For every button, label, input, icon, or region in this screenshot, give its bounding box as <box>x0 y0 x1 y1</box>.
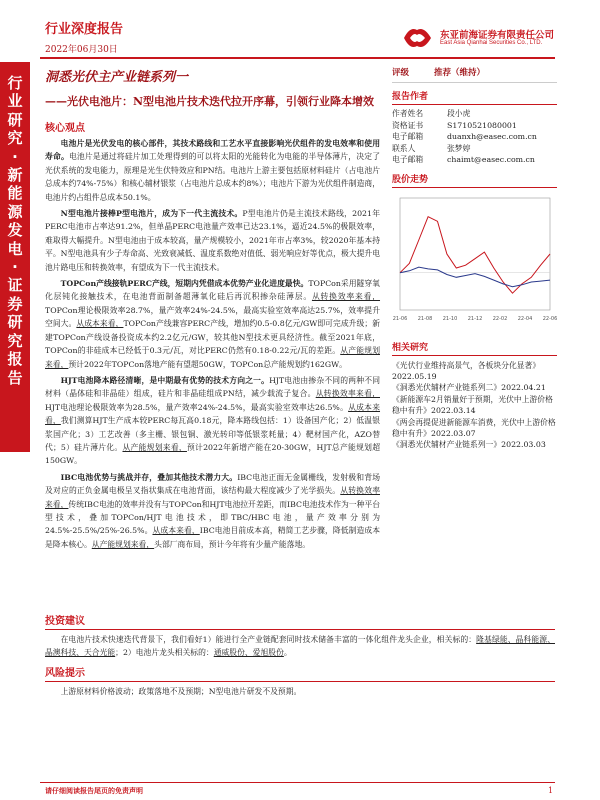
core-views-heading: 核心观点 <box>45 123 85 134</box>
footer-divider <box>40 782 555 783</box>
right-column <box>392 66 557 451</box>
company-logo-icon <box>400 24 435 52</box>
chart-x-tick: 21-10 <box>442 315 458 322</box>
author-value: S1710521080001 <box>447 120 517 130</box>
brand-name-cn: 东亚前海证券有限责任公司 <box>440 30 555 41</box>
stock-trend-heading: 股价走势 <box>392 172 557 188</box>
author-heading: 报告作者 <box>392 89 557 105</box>
side-bar-char: 究 <box>7 129 23 148</box>
related-research-item[interactable]: 《两会再提促进新能源车消费，光伏中上游价格稳中有升》2022.03.07 <box>392 417 556 438</box>
side-bar-char: · <box>12 147 18 166</box>
series-title: 洞悉光伏主产业链系列一 <box>45 70 189 85</box>
rating-label: 评级 <box>392 68 410 78</box>
stock-trend-chart <box>392 192 557 332</box>
chart-series-line-0 <box>400 216 550 293</box>
related-research-item[interactable]: 《洞悉光伏辅材产业链系列一》2022.03.03 <box>392 440 546 450</box>
risk-heading: 风险提示 <box>45 664 555 682</box>
side-bar-char: 新 <box>7 166 23 185</box>
paragraph-cell-role: 电池片是光伏发电的核心部件，其技术路线和工艺水平直接影响光伏组件的发电效率和使用寿命。电池片是通过将硅片加工处理得到的可以将太阳的光能转化为电能的半导体薄片，决定了光伏系统的发电能力，原理是光生伏特效应和PN结。电池片上游主要包括原材料硅片（占电池片总成本约74%-75%）和核心辅材银浆（占电池片总成本约8%）；电池片下游为光伏组件制造商，电池片约占组件总成本50.1%。 <box>45 139 381 202</box>
paragraph-hjt: HJT电池降本路径清晰，是中期最有优势的技术方向之一。HJT电池由掺杂不同的两种不同材料（晶体硅和非晶硅）组成，硅片和非晶硅组成PN结，减少载流子复合。从转换效率来看，HJT电池理论极限效率为28.5%，量产效率24%-24.5%，最高实验室效率达26.5%。从成本来看，我们测算HJT生产成本较PERC每瓦高0.18元，降本路线包括：1）设备国产化；2）低温银浆国产化；3）工艺改善（多主栅、银包铜、激光转印等低银浆耗量；4）靶材国产化，AZO替代；5）硅片薄片化。从产能规划来看，预计2022年新增产能在20-30GW，HJT总产能规划超150GW。 <box>45 375 381 466</box>
side-bar-char: · <box>12 258 18 277</box>
chart-x-tick: 22-02 <box>492 315 508 322</box>
side-bar-char: 究 <box>7 331 23 350</box>
author-email-link[interactable]: chaimt@easec.com.cn <box>447 155 535 164</box>
side-bar-char: 发 <box>7 221 23 240</box>
disclaimer-notice: 请仔细阅读报告尾页的免责声明 <box>45 787 143 795</box>
author-info <box>392 108 557 166</box>
author-key: 资格证书 <box>392 120 424 130</box>
author-key: 联系人 <box>392 143 416 153</box>
chart-x-tick: 21-06 <box>392 315 408 322</box>
side-bar-char: 源 <box>7 202 23 221</box>
main-column <box>45 66 380 551</box>
rating-value: 推荐（维持） <box>434 68 486 78</box>
chart-x-tick: 22-04 <box>517 315 533 322</box>
side-bar-char: 能 <box>7 184 23 203</box>
side-bar-char: 报 <box>7 350 23 369</box>
author-key: 作者姓名 <box>392 109 424 118</box>
paragraph-ibc: IBC电池优势与挑战并存，叠加其他技术潜力大。IBC电池正面无金属栅线，发射极和背场及对应的正负金属电极呈叉指状集成在电池背面，该结构最大程度减少了光学损失。从转换效率来看，传统IBC电池的效率并没有与TOPCon和HJT电池拉开差距，而IBC电池技术作为一种平台型技术，叠加TOPCon/HJT电池技术，即TBC/HBC电池，量产效率分别为24.5%-25.5%/25%-26.5%。从成本来看，IBC电池目前成本高，精简工艺步骤，降低制造成本是降本核心。从产能规划来看，头部厂商布局，预计今年将有少量产能落地。 <box>45 472 381 549</box>
bottom-section <box>45 608 555 698</box>
chart-frame <box>400 198 550 310</box>
chart-x-tick: 21-08 <box>417 315 433 322</box>
brand-name-en: East Asia Qianhai Securities Co., LTD. <box>440 40 543 46</box>
related-research-list <box>392 360 557 451</box>
side-bar-char: 证 <box>7 276 23 295</box>
chart-x-tick: 21-12 <box>467 315 483 322</box>
side-bar-char: 研 <box>7 110 23 129</box>
paragraph-n-type: N型电池片接棒P型电池片，成为下一代主流技术。P型电池片仍是主流技术路线，2021年PERC电池市占率达91.2%，但单晶PERC电池量产效率已达23.1%，逼近24.5%的极限效率，难取得大幅提升。N型电池由于成本较高，量产规模较小，2021年市占率3%，较2020年基本持平。N型电池具有少子寿命高、光致衰减低、温度系数绝对值低、弱光响应好等优点，极大提升电池片路电压和转换效率，有望成为下一代主流技术。 <box>45 209 380 272</box>
risk-text: 上游原材料价格波动；政策落地不及预期；N型电池片研发不及预期。 <box>60 686 302 696</box>
chart-series-line-1 <box>400 267 550 287</box>
report-date: 2022年06月30日 <box>45 45 118 55</box>
side-bar-char: 研 <box>7 313 23 332</box>
side-bar-char: 业 <box>7 92 23 111</box>
chart-x-tick: 22-06 <box>542 315 557 322</box>
page-number: 1 <box>548 786 554 795</box>
related-research-item[interactable]: 《洞悉光伏辅材产业链系列二》2022.04.21 <box>392 383 546 393</box>
side-category-bar <box>0 62 30 452</box>
report-type-label: 行业深度报告 <box>45 22 124 37</box>
side-bar-char: 告 <box>7 368 23 387</box>
related-research-heading: 相关研究 <box>392 340 557 356</box>
author-key: 电子邮箱 <box>392 155 424 164</box>
side-bar-char: 电 <box>7 239 23 258</box>
rating-row <box>392 66 557 83</box>
related-research-item[interactable]: 《光伏行业维持高景气，各板块分化显著》2022.05.19 <box>392 360 541 381</box>
author-value: 段小虎 <box>447 109 471 118</box>
header-divider <box>40 57 555 59</box>
author-value: 张梦婷 <box>447 143 471 153</box>
report-subtitle: ——光伏电池片：N型电池片技术迭代拉开序幕，引领行业降本增效 <box>45 95 375 108</box>
paragraph-topcon: TOPCon产线接轨PERC产线，短期内凭借成本优势产业化进度最快。TOPCon采用隧穿氧化层钝化接触技术，在电池背面制备超薄氧化硅后再沉积掺杂硅薄层。从转换效率来看，TOPCon理论极限效率28.7%，量产效率24%-24.5%，最高实验室效率高达25.7%，效率提升空间大。从成本来看，TOPCon产线兼容PERC产线，增加约0.5-0.8亿元/GW即可完成升级；新建TOPCon产线设备投资成本约2.2亿元/GW，较其他N型技术更具经济性。截至2021年底，TOPCon的非硅成本已经低于0.3元/瓦，对比PERC仍然有0.18-0.22元/瓦的差距。从产能规划来看，预计2022年TOPCon落地产能有望超50GW，TOPCon总产能规划约162GW。 <box>45 279 381 369</box>
investment-advice-heading: 投资建议 <box>45 612 555 630</box>
related-research-item[interactable]: 《新能源车2月销量好于预期，光伏中上游价格稳中有升》2022.03.14 <box>392 394 553 416</box>
investment-advice-text: 在电池片技术快速迭代背景下，我们看好1）能进行全产业链配套同时技术储备丰富的一体化组件龙头企业，相关标的：隆基绿能、晶科能源、晶澳科技、天合光能；2）电池片龙头相关标的：通威股份、爱旭股份。 <box>45 635 555 658</box>
author-email-link[interactable]: duanxh@easec.com.cn <box>447 132 537 141</box>
side-bar-char: 券 <box>7 294 23 313</box>
author-key: 电子邮箱 <box>392 132 424 141</box>
side-bar-char: 行 <box>7 74 23 92</box>
